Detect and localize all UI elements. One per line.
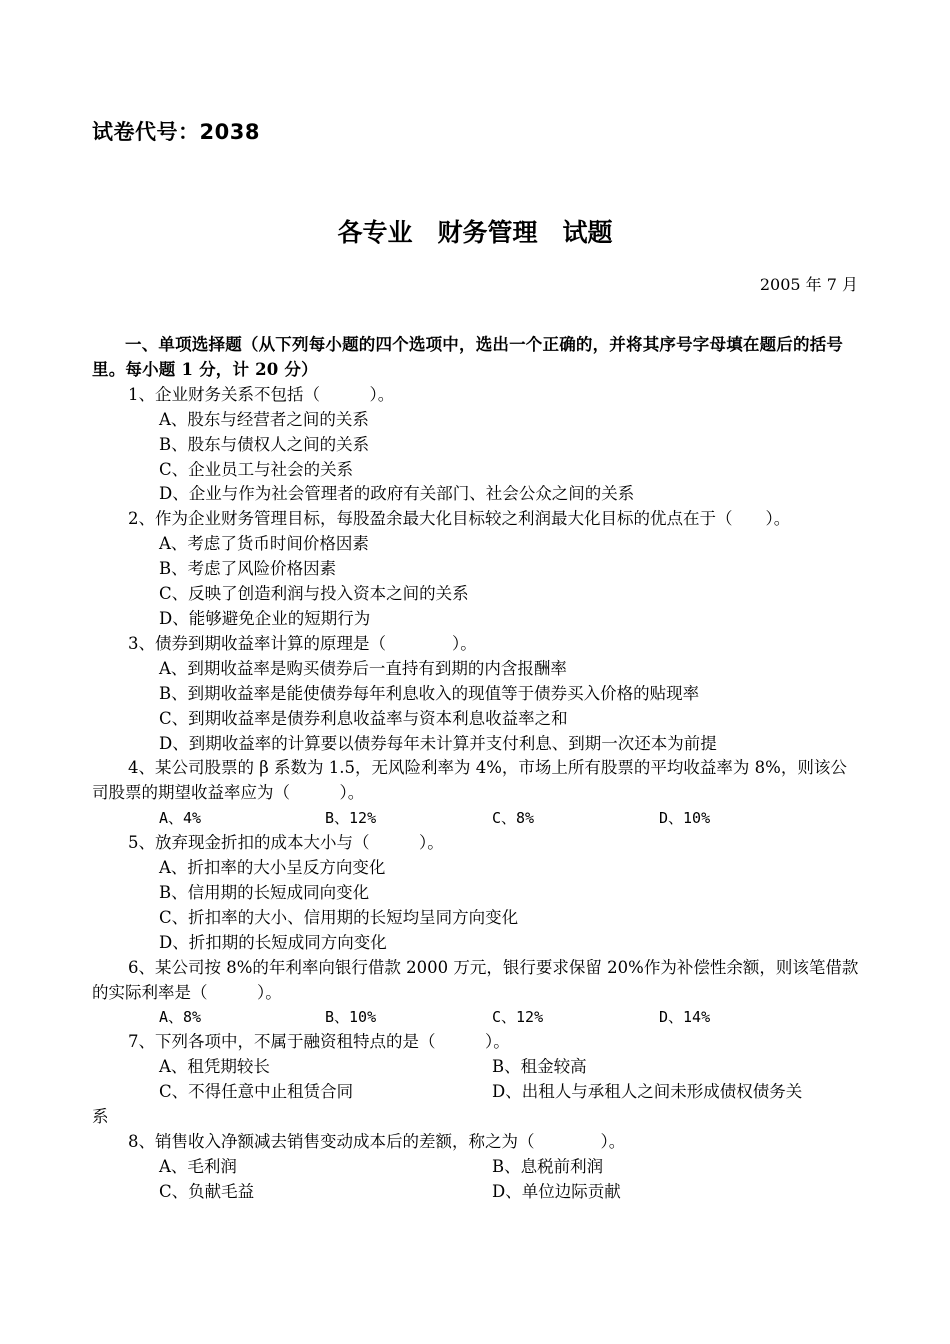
option: D、能够避免企业的短期行为	[159, 608, 371, 628]
option-row	[92, 1005, 860, 1030]
option: A、租凭期较长	[159, 1057, 270, 1077]
question-stem: 3、债券到期收益率计算的原理是（ ）。	[128, 633, 477, 653]
question-stem: 4、某公司股票的 β 系数为 1.5，无风险利率为 4%，市场上所有股票的平均收益率为 8%，则该公司股票的期望收益率应为（ ）。	[92, 758, 847, 803]
option-row	[92, 1155, 860, 1180]
section-heading: 一、单项选择题（从下列每小题的四个选项中，选出一个正确的，并将其序号字母填在题后的括号里。每小题 1 分，计 20 分）	[92, 335, 844, 379]
option: D、到期收益率的计算要以债券每年未计算并支付利息、到期一次还本为前提	[159, 733, 717, 753]
option: D、10%	[659, 809, 711, 828]
option: A、考虑了货币时间价格因素	[159, 534, 369, 554]
option: A、毛利润	[159, 1156, 237, 1176]
exam-date: 2005 年 7 月	[759, 275, 858, 294]
option: B、租金较高	[492, 1057, 587, 1077]
option-row	[92, 1180, 860, 1205]
question-stem: 1、企业财务关系不包括（ ）。	[128, 384, 395, 404]
option: D、企业与作为社会管理者的政府有关部门、社会公众之间的关系	[159, 484, 635, 504]
question-stem: 5、放弃现金折扣的成本大小与（ ）。	[128, 833, 444, 853]
option: C、不得任意中止租赁合同	[159, 1082, 354, 1102]
option: D、单位边际贡献	[492, 1181, 621, 1201]
option: A、股东与经营者之间的关系	[159, 409, 369, 429]
option: C、到期收益率是债券利息收益率与资本利息收益率之和	[159, 708, 568, 728]
option: D、出租人与承租人之间未形成债权债务关	[492, 1082, 803, 1102]
exam-body	[92, 333, 860, 1205]
option: D、折扣期的长短成同方向变化	[159, 932, 387, 952]
question-stem: 8、销售收入净额减去销售变动成本后的差额，称之为（ ）。	[128, 1131, 626, 1151]
exam-code: 试卷代号：2038	[92, 120, 260, 144]
exam-title: 各专业 财务管理 试题	[337, 218, 613, 247]
option: B、10%	[325, 1008, 377, 1027]
option: C、企业员工与社会的关系	[159, 459, 354, 479]
question-stem: 2、作为企业财务管理目标，每股盈余最大化目标较之利润最大化目标的优点在于（ ）。	[128, 509, 791, 529]
option-row	[92, 806, 860, 831]
option: C、8%	[492, 809, 535, 828]
option: C、反映了创造利润与投入资本之间的关系	[159, 584, 469, 604]
option-row	[92, 1055, 860, 1080]
option: B、股东与债权人之间的关系	[159, 434, 370, 454]
option: B、到期收益率是能使债券每年利息收入的现值等于债券买入价格的贴现率	[159, 683, 700, 703]
option: B、考虑了风险价格因素	[159, 559, 337, 579]
option: C、负献毛益	[159, 1181, 255, 1201]
option: A、折扣率的大小呈反方向变化	[159, 858, 386, 878]
option: B、息税前利润	[492, 1156, 604, 1176]
option: C、12%	[492, 1008, 544, 1027]
question-stem: 7、下列各项中，不属于融资租特点的是（ ）。	[128, 1032, 510, 1052]
option: C、折扣率的大小、信用期的长短均呈同方向变化	[159, 907, 519, 927]
option: A、8%	[159, 1008, 202, 1027]
option: A、到期收益率是购买债券后一直持有到期的内含报酬率	[159, 658, 567, 678]
option: B、12%	[325, 809, 377, 828]
option-row	[92, 1080, 860, 1105]
question-stem: 6、某公司按 8%的年利率向银行借款 2000 万元，银行要求保留 20%作为补偿性余额，则该笔借款的实际利率是（ ）。	[92, 957, 859, 1002]
option: D、14%	[659, 1008, 711, 1027]
option: B、信用期的长短成同向变化	[159, 882, 370, 902]
option: A、4%	[159, 809, 202, 828]
option-continuation: 系	[92, 1107, 109, 1127]
